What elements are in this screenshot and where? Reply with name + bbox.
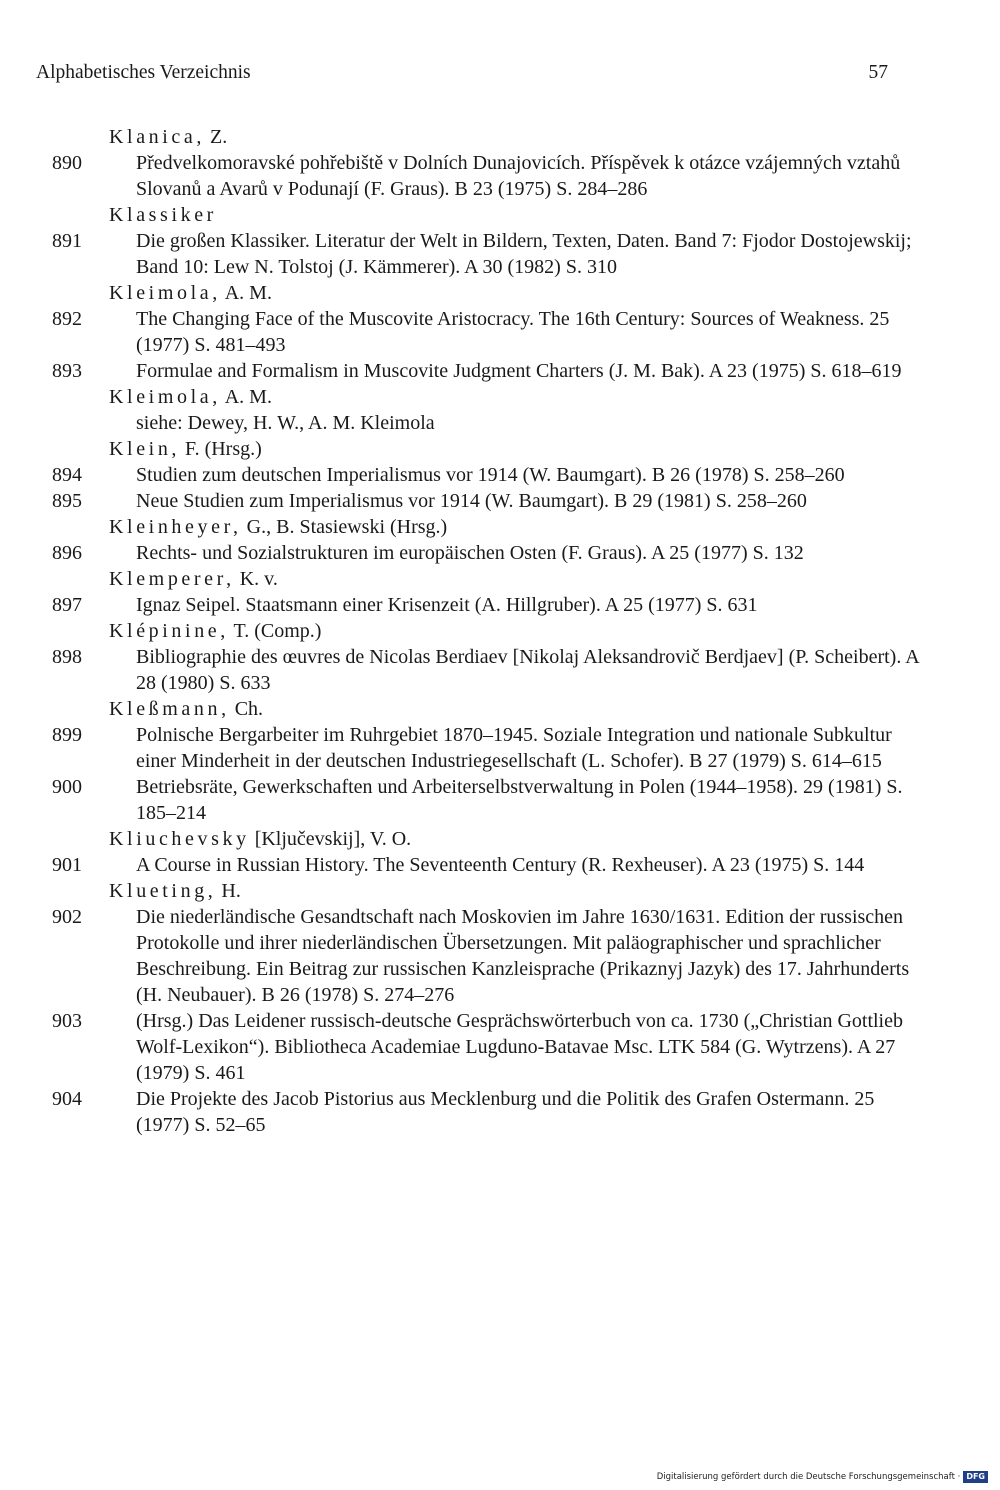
footer-credit: Digitalisierung gefördert durch die Deutsche Forschungsgemeinschaft · (656, 1472, 961, 1482)
entry-904 (0, 1086, 1000, 1138)
entry-text: Formulae and Formalism in Muscovite Judgment Charters (J. M. Bak). A 23 (1975) S. 618–619 (136, 360, 902, 382)
entry-text: Die niederländische Gesandtschaft nach Moskovien im Jahre 1630/1631. Edition der russischen Protokolle und ihrer niederländischen Übersetzungen. Mit paläographischer und sprachlicher Beschreibung. Ein Beitrag zur russischen Kanzleisprache (Prikaznyj Jazyk) des 17. Jahrhunderts (H. Neubauer). B 26 (1978) S. 274–276 (136, 906, 910, 1006)
author-heading (0, 280, 1000, 306)
entry-text: Die Projekte des Jacob Pistorius aus Mecklenburg und die Politik des Grafen Ostermann. 25 (1977) S. 52–65 (136, 1088, 875, 1136)
entry-text: The Changing Face of the Muscovite Aristocracy. The 16th Century: Sources of Weakness. 25 (1977) S. 481–493 (136, 308, 890, 356)
entry-number: 903 (52, 1010, 82, 1032)
author-initials: Z. (205, 126, 228, 148)
entry-text: Bibliographie des œuvres de Nicolas Berdiaev [Nikolaj Aleksandrovič Berdjaev] (P. Scheibert). A 28 (1980) S. 633 (136, 646, 919, 694)
author-heading (0, 826, 1000, 852)
entry-number: 901 (52, 854, 82, 876)
entry-text: Neue Studien zum Imperialismus vor 1914 (W. Baumgart). B 29 (1981) S. 258–260 (136, 490, 807, 512)
entry-899 (0, 722, 1000, 774)
entry-897 (0, 592, 1000, 618)
entry-894 (0, 462, 1000, 488)
author-surname: Kleßmann, (109, 698, 230, 720)
entry-number: 900 (52, 776, 82, 798)
entry-text: (Hrsg.) Das Leidener russisch-deutsche Gesprächswörterbuch von ca. 1730 („Christian Gottlieb Wolf-Lexikon“). Bibliotheca Academiae Lugduno-Batavae Msc. LTK 584 (G. Wytrzens). A 27 (1979) S. 461 (136, 1010, 903, 1084)
author-heading (0, 124, 1000, 150)
entry-902 (0, 904, 1000, 1008)
entry-903 (0, 1008, 1000, 1086)
author-surname: Klemperer, (109, 568, 235, 590)
author-heading (0, 566, 1000, 592)
entry-text: Předvelkomoravské pohřebiště v Dolních Dunajovicích. Příspěvek k otázce vzájemných vztahů Slovanů a Avarů v Podunají (F. Graus). B 23 (1975) S. 284–286 (136, 152, 901, 200)
author-heading (0, 696, 1000, 722)
author-initials: K. v. (234, 568, 278, 590)
entry-892 (0, 306, 1000, 358)
entry-text: A Course in Russian History. The Seventeenth Century (R. Rexheuser). A 23 (1975) S. 144 (136, 854, 865, 876)
author-initials: T. (Comp.) (228, 620, 322, 642)
author-surname: Klanica, (109, 126, 205, 148)
author-surname: Kleinheyer, (109, 516, 242, 538)
bibliography-list (0, 124, 1000, 1138)
author-initials: A. M. (220, 282, 272, 304)
entry-text: Rechts- und Sozialstrukturen im europäischen Osten (F. Graus). A 25 (1977) S. 132 (136, 542, 804, 564)
author-heading (0, 514, 1000, 540)
entry-890 (0, 150, 1000, 202)
entry-text: Betriebsräte, Gewerkschaften und Arbeiterselbstverwaltung in Polen (1944–1958). 29 (1981) S. 185–214 (136, 776, 903, 824)
entry-text: Polnische Bergarbeiter im Ruhrgebiet 1870–1945. Soziale Integration und nationale Subkultur einer Minderheit in der deutschen Industriegesellschaft (L. Schofer). B 27 (1979) S. 614–615 (136, 724, 892, 772)
entry-number: 899 (52, 724, 82, 746)
author-initials: H. (216, 880, 241, 902)
author-initials: Ch. (229, 698, 264, 720)
entry-901 (0, 852, 1000, 878)
author-surname: Klépinine, (109, 620, 229, 642)
page-number: 57 (868, 62, 888, 83)
entry-number: 897 (52, 594, 82, 616)
entry-number: 896 (52, 542, 82, 564)
author-initials: F. (Hrsg.) (180, 438, 262, 460)
author-surname: Klein, (109, 438, 181, 460)
entry-number: 894 (52, 464, 82, 486)
entry-895 (0, 488, 1000, 514)
author-surname: Kleimola, (109, 282, 221, 304)
entry-number: 904 (52, 1088, 82, 1110)
running-title: Alphabetisches Verzeichnis (36, 62, 251, 83)
entry-900 (0, 774, 1000, 826)
author-heading (0, 202, 1000, 228)
entry-891 (0, 228, 1000, 280)
author-heading (0, 384, 1000, 410)
author-surname: Klassiker (109, 204, 217, 226)
author-initials: [Ključevskij], V. O. (249, 828, 412, 850)
author-heading (0, 436, 1000, 462)
entry-number: 895 (52, 490, 82, 512)
entry-896 (0, 540, 1000, 566)
footer (657, 1471, 988, 1483)
author-initials: A. M. (220, 386, 272, 408)
entry-text: Studien zum deutschen Imperialismus vor 1914 (W. Baumgart). B 26 (1978) S. 258–260 (136, 464, 845, 486)
page-header (36, 62, 888, 88)
cross-reference-text: siehe: Dewey, H. W., A. M. Kleimola (136, 412, 435, 434)
entry-number: 893 (52, 360, 82, 382)
author-surname: Kleimola, (109, 386, 221, 408)
entry-number: 902 (52, 906, 82, 928)
author-initials: G., B. Stasiewski (Hrsg.) (241, 516, 448, 538)
dfg-logo-icon: DFG (963, 1471, 988, 1483)
author-surname: Klueting, (109, 880, 217, 902)
entry-number: 892 (52, 308, 82, 330)
entry-898 (0, 644, 1000, 696)
author-surname: Kliuchevsky (109, 828, 250, 850)
entry-893 (0, 358, 1000, 384)
author-heading (0, 878, 1000, 904)
entry-number: 891 (52, 230, 82, 252)
entry-text: Die großen Klassiker. Literatur der Welt in Bildern, Texten, Daten. Band 7: Fjodor Dostojewskij; Band 10: Lew N. Tolstoj (J. Kämmerer). A 30 (1982) S. 310 (136, 230, 912, 278)
cross-reference (0, 410, 1000, 436)
author-heading (0, 618, 1000, 644)
entry-number: 890 (52, 152, 82, 174)
entry-number: 898 (52, 646, 82, 668)
entry-text: Ignaz Seipel. Staatsmann einer Krisenzeit (A. Hillgruber). A 25 (1977) S. 631 (136, 594, 758, 616)
